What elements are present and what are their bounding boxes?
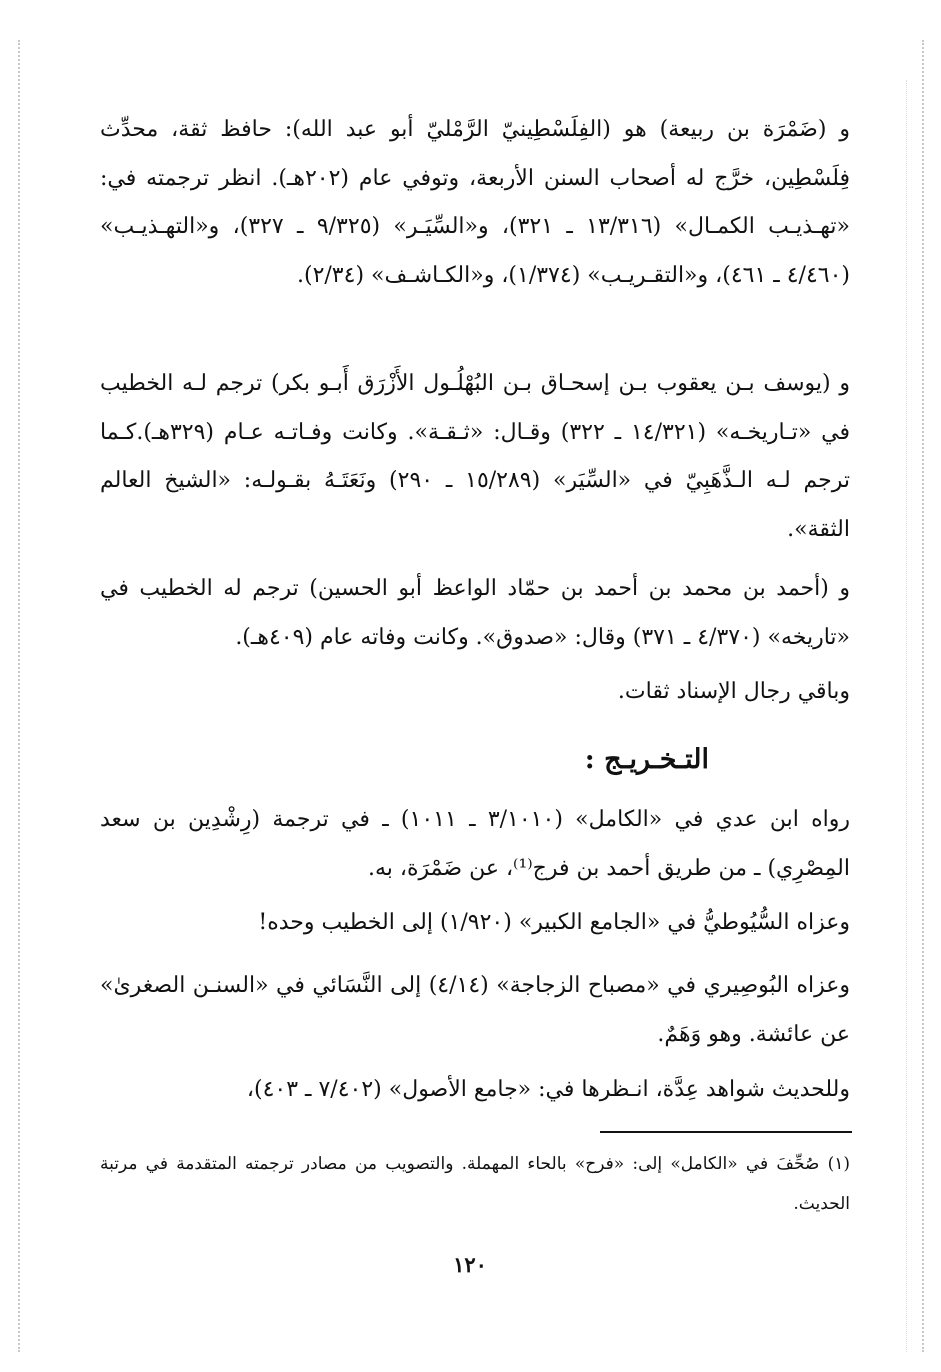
paragraph-busiri: وعزاه البُوصِيري في «مصباح الزجاجة» (٤/١٤) إلى النَّسَائي في «السنـن الصغرىٰ» عن عائشة. وهو وَهَمٌ. <box>100 973 851 1047</box>
scan-margin-dots-right-inner <box>906 80 907 1352</box>
paragraph-damra-bio: و (ضَمْرَة بن ربيعة) هو (الفِلَسْطِينيّ الرَّمْليّ أبو عبد الله): حافظ ثقة، محدِّث فِلَسْطِين، خرَّج له أصحاب السنن الأربعة، وتوفي عام (٢٠٢هـ). انظر ترجمته في: «تهـذيـب الكمـال» (١٣/٣١٦ ـ ٣٢١)، و«السِّيَـر» (٩/٣٢٥ ـ ٣٢٧)، و«التهـذيـب» (٤/٤٦٠ ـ ٤٦١)، و«التقـريـب» (١/٣٧٤)، و«الكـاشـف» (٢/٣٤). <box>100 117 851 288</box>
paragraph-ibn-adi: رواه ابن عدي في «الكامل» (٣/١٠١٠ ـ ١٠١١) ـ في ترجمة (رِشْدِين بن سعد المِصْرِي) ـ من طريق أحمد بن فرج⁽¹⁾، عن ضَمْرَة، به. <box>100 807 850 881</box>
paragraph-shawahid: وللحديث شواهد عِدَّة، انـظرها في: «جامع الأصول» (٧/٤٠٢ ـ ٤٠٣)، <box>246 1077 850 1102</box>
page-number: ١٢٠ <box>453 1252 487 1277</box>
scan-margin-dots-left <box>18 40 20 1352</box>
footnote-separator <box>600 1131 852 1133</box>
paragraph-remaining-narrators: وباقي رجال الإسناد ثقات. <box>617 679 850 704</box>
scan-margin-dots-right <box>922 40 924 1352</box>
paragraph-yusuf-bio: و (يوسف بـن يعقوب بـن إسحـاق بـن البُهْلُـول الأَزْرَق أَبـو بكر) ترجم لـه الخطيب في «تـاريخـه» (١٤/٣٢١ ـ ٣٢٢) وقـال: «ثـقـة». وكانت وفـاتـه عـام (٣٢٩هـ).كـما ترجم لـه الـذَّهَبِيّ في «السِّيَر» (١٥/٢٨٩ ـ ٢٩٠) ونَعَتَـهُ بقـولـه: «الشيخ العالم الثقة». <box>100 371 850 542</box>
footnote-1: (١) صُحِّفَ في «الكامل» إلى: «فرح» بالحاء المهملة. والتصويب من مصادر ترجمته المتقدمة في مرتبة الحديث. <box>100 1154 850 1214</box>
paragraph-suyuti: وعزاه السُّيُوطيُّ في «الجامع الكبير» (١/٩٢٠) إلى الخطيب وحده! <box>258 910 850 935</box>
paragraph-ahmad-bio: و (أحمد بن محمد بن أحمد بن حمّاد الواعظ أبو الحسين) ترجم له الخطيب في «تاريخه» (٤/٣٧٠ ـ ٣٧١) وقال: «صدوق». وكانت وفاته عام (٤٠٩هـ). <box>100 576 850 650</box>
section-heading-takhrij: التـخـريـج : <box>584 744 709 775</box>
